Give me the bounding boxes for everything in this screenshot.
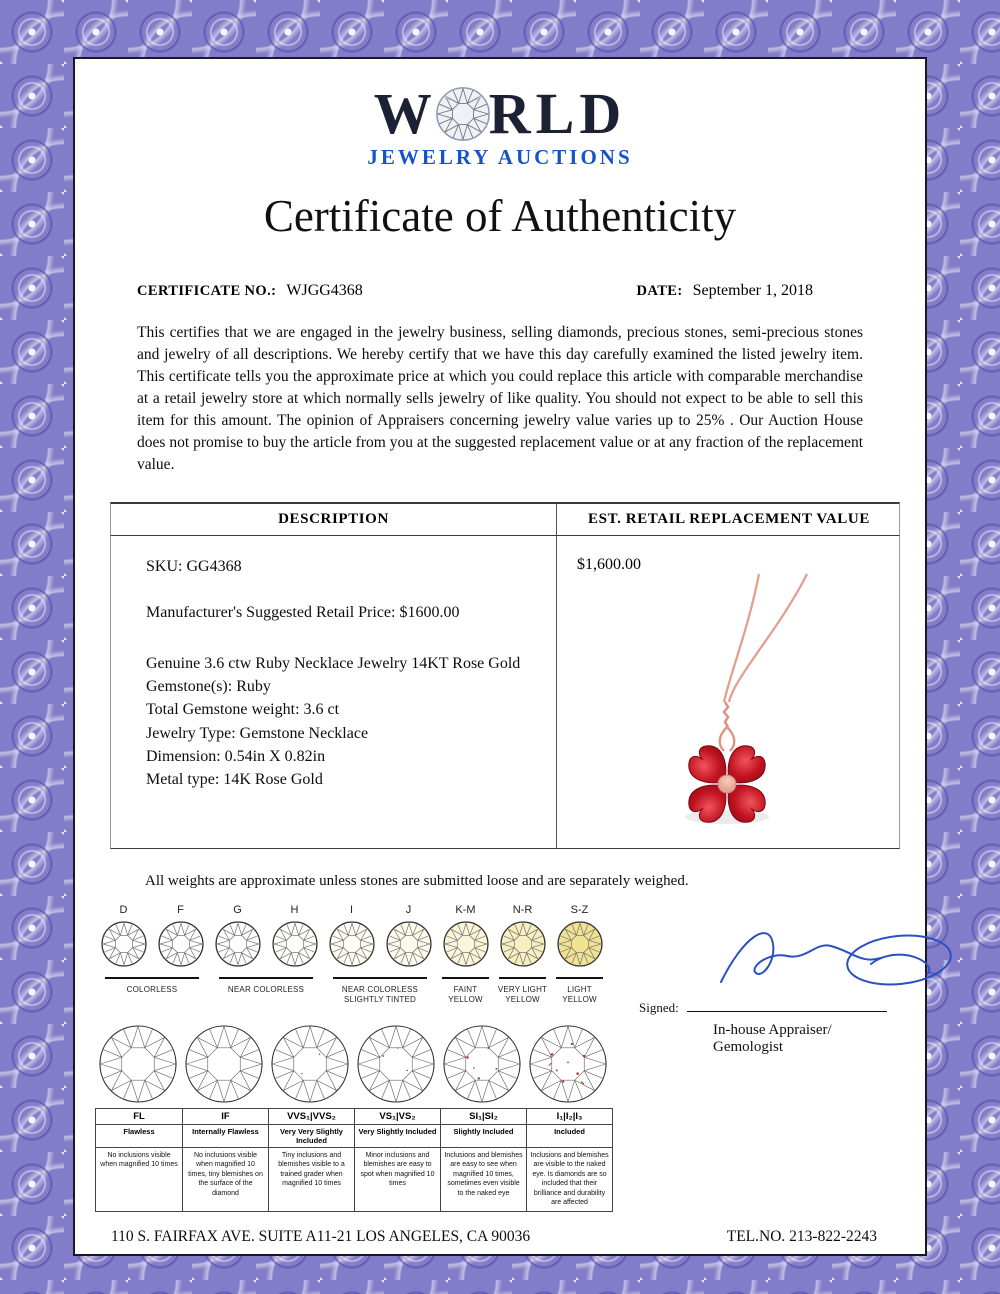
grade-letter: S-Z — [570, 904, 589, 916]
grade-letter: H — [290, 904, 299, 916]
appraisal-table-header — [110, 502, 900, 536]
group-label: NEAR COLORLESS — [227, 985, 305, 994]
diamond-clarity-icon — [528, 1024, 608, 1104]
appraisal-table — [110, 502, 900, 849]
clarity-name: Very Slightly Included — [354, 1125, 440, 1147]
signature-block — [613, 904, 925, 1212]
diamond-top-icon — [557, 921, 603, 967]
group-bracket — [105, 977, 198, 979]
group-bracket — [556, 977, 603, 979]
charts-and-signature — [95, 904, 925, 1212]
diamond-top-icon — [272, 921, 318, 967]
group-label: NEAR COLORLESS SLIGHTLY TINTED — [341, 985, 419, 1005]
clarity-desc: Inclusions and blemishes are visible to the naked eye. Is diamonds are so included that their brilliance and durability are affected — [526, 1148, 612, 1212]
detail-line: Metal type: 14K Rose Gold — [146, 770, 323, 788]
diamond-clarity-icon — [356, 1024, 436, 1104]
grade-letter: J — [405, 904, 412, 916]
diamond-logo-icon — [435, 86, 491, 142]
certificate-date-value: September 1, 2018 — [692, 282, 813, 299]
signed-label: Signed: — [639, 1000, 679, 1015]
diamond-charts — [95, 904, 613, 1212]
signature-scribble — [703, 912, 963, 1004]
detail-line: Gemstone(s): Ruby — [146, 678, 271, 696]
color-group — [494, 977, 551, 1006]
item-details — [146, 652, 544, 791]
clarity-chart — [95, 1024, 613, 1213]
color-grade-groups — [95, 977, 613, 1006]
certificate-sheet — [73, 57, 927, 1256]
logo-word-start: W — [373, 81, 437, 146]
grade-letter: I — [349, 904, 354, 916]
clarity-table — [95, 1108, 613, 1213]
sku-line: SKU: GG4368 — [146, 558, 242, 575]
clarity-desc: Tiny inclusions and blemishes visible to a trained grader when magnified 10 times — [268, 1148, 354, 1212]
clarity-desc: No inclusions visible when magnified 10 times, tiny blemishes on the surface of the diamond — [182, 1148, 268, 1212]
clarity-name: Flawless — [123, 1126, 155, 1136]
group-label: LIGHT YELLOW — [562, 985, 597, 1005]
clarity-grades-row — [96, 1109, 612, 1124]
group-label: FAINT YELLOW — [448, 985, 483, 1005]
group-label: COLORLESS — [126, 985, 178, 994]
certificate-date-label: DATE: — [636, 283, 683, 299]
certificate-meta — [75, 282, 925, 300]
clarity-grade: VS₁|VS₂ — [354, 1109, 440, 1124]
diamond-clarity-icon — [98, 1024, 178, 1104]
color-group — [95, 977, 209, 1006]
clarity-desc: Inclusions and blemishes are easy to see when magnified 10 times, sometimes even visible to the naked eye — [440, 1148, 526, 1212]
diamond-top-icon — [101, 921, 147, 967]
value-cell — [556, 536, 901, 848]
group-bracket — [442, 977, 489, 979]
clarity-name: Internally Flawless — [182, 1125, 268, 1147]
ruby-necklace-image — [609, 572, 844, 834]
color-group — [209, 977, 323, 1006]
color-group — [551, 977, 608, 1006]
grade-letter: F — [177, 904, 184, 916]
footer-telephone: TEL.NO. 213-822-2243 — [726, 1228, 877, 1245]
diamond-clarity-icon — [442, 1024, 522, 1104]
certificate-title: Certificate of Authenticity — [263, 191, 737, 241]
diamond-clarity-icon — [270, 1024, 350, 1104]
detail-line: Genuine 3.6 ctw Ruby Necklace Jewelry 14KT Rose Gold — [146, 655, 521, 672]
clarity-desc: Minor inclusions and blemishes are easy to spot when magnified 10 times — [354, 1148, 440, 1212]
description-cell — [111, 536, 556, 848]
color-grade-letters — [95, 904, 613, 916]
certificate-number-group — [137, 282, 363, 300]
diamond-top-icon — [443, 921, 489, 967]
certificate-date-group — [637, 282, 813, 300]
logo-word-end: RLD — [488, 81, 627, 146]
grade-letter: K-M — [455, 904, 476, 916]
logo — [75, 81, 925, 170]
logo-subtitle: JEWELRY AUCTIONS — [367, 145, 633, 169]
clarity-grade: I₁|I₂|I₃ — [526, 1109, 612, 1124]
certificate-number-value: WJGG4368 — [286, 282, 363, 299]
clarity-grade: VVS₁|VVS₂ — [268, 1109, 354, 1124]
footer-address: 110 S. FAIRFAX AVE. SUITE A11-21 LOS ANGELES, CA 90036 — [111, 1228, 531, 1245]
diamond-clarity-icon — [184, 1024, 264, 1104]
group-bracket — [499, 977, 546, 979]
color-group — [437, 977, 494, 1006]
clarity-name: Very Very Slightly Included — [268, 1125, 354, 1147]
replacement-value: $1,600.00 — [577, 556, 641, 573]
clarity-name: Included — [526, 1125, 612, 1147]
appraisal-table-body — [110, 536, 900, 849]
msrp-line: Manufacturer's Suggested Retail Price: $1600.00 — [146, 604, 460, 621]
grade-letter: G — [233, 904, 242, 916]
clarity-grade: IF — [182, 1109, 268, 1124]
grade-letter: D — [119, 904, 128, 916]
color-group — [323, 977, 437, 1006]
clarity-descs-row — [96, 1147, 612, 1212]
group-bracket — [219, 977, 312, 979]
detail-line: Total Gemstone weight: 3.6 ct — [146, 701, 340, 719]
diamond-top-icon — [158, 921, 204, 967]
certification-paragraph: This certifies that we are engaged in the jewelry business, selling diamonds, precious stones, semi-precious stones and jewelry of all descriptions. We hereby certify that we have this day carefully examined the listed jewelry item. This certificate tells you the approximate price at which you could replace this article with comparable merchandise at a retail jewelry store at which normally sells jewelry of like quality. You should not expect to be able to sell this item for this amount. The opinion of Appraisers concerning jewelry value varies up to 25% . Our Auction House does not promise to buy the article from you at the suggested replacement value or at any fraction of the replacement value. — [137, 324, 863, 473]
clarity-desc: No inclusions visible when magnified 10 times — [100, 1151, 178, 1169]
certificate-number-label: CERTIFICATE NO.: — [137, 283, 277, 299]
weights-note: All weights are approximate unless stones are submitted loose and are separately weighed. — [145, 873, 689, 889]
diamond-top-icon — [386, 921, 432, 967]
diamond-top-icon — [329, 921, 375, 967]
footer — [75, 1228, 925, 1254]
diamond-top-icon — [500, 921, 546, 967]
diamond-top-icon — [215, 921, 261, 967]
signature-line — [687, 1010, 887, 1012]
group-bracket — [333, 977, 426, 979]
description-header: DESCRIPTION — [278, 511, 389, 527]
detail-line: Dimension: 0.54in X 0.82in — [146, 747, 326, 765]
clarity-name: Slightly Included — [440, 1125, 526, 1147]
group-label: VERY LIGHT YELLOW — [497, 985, 548, 1005]
grade-letter: N-R — [512, 904, 533, 916]
value-header: EST. RETAIL REPLACEMENT VALUE — [556, 504, 901, 535]
color-grade-stones — [95, 921, 613, 967]
clarity-names-row — [96, 1124, 612, 1147]
clarity-grade: FL — [133, 1110, 145, 1122]
detail-line: Jewelry Type: Gemstone Necklace — [146, 724, 369, 742]
logo-wordmark — [373, 81, 627, 146]
clarity-stones — [95, 1024, 613, 1104]
signer-title: In-house Appraiser/ Gemologist — [713, 1022, 832, 1055]
clarity-grade: SI₁|SI₂ — [440, 1109, 526, 1124]
